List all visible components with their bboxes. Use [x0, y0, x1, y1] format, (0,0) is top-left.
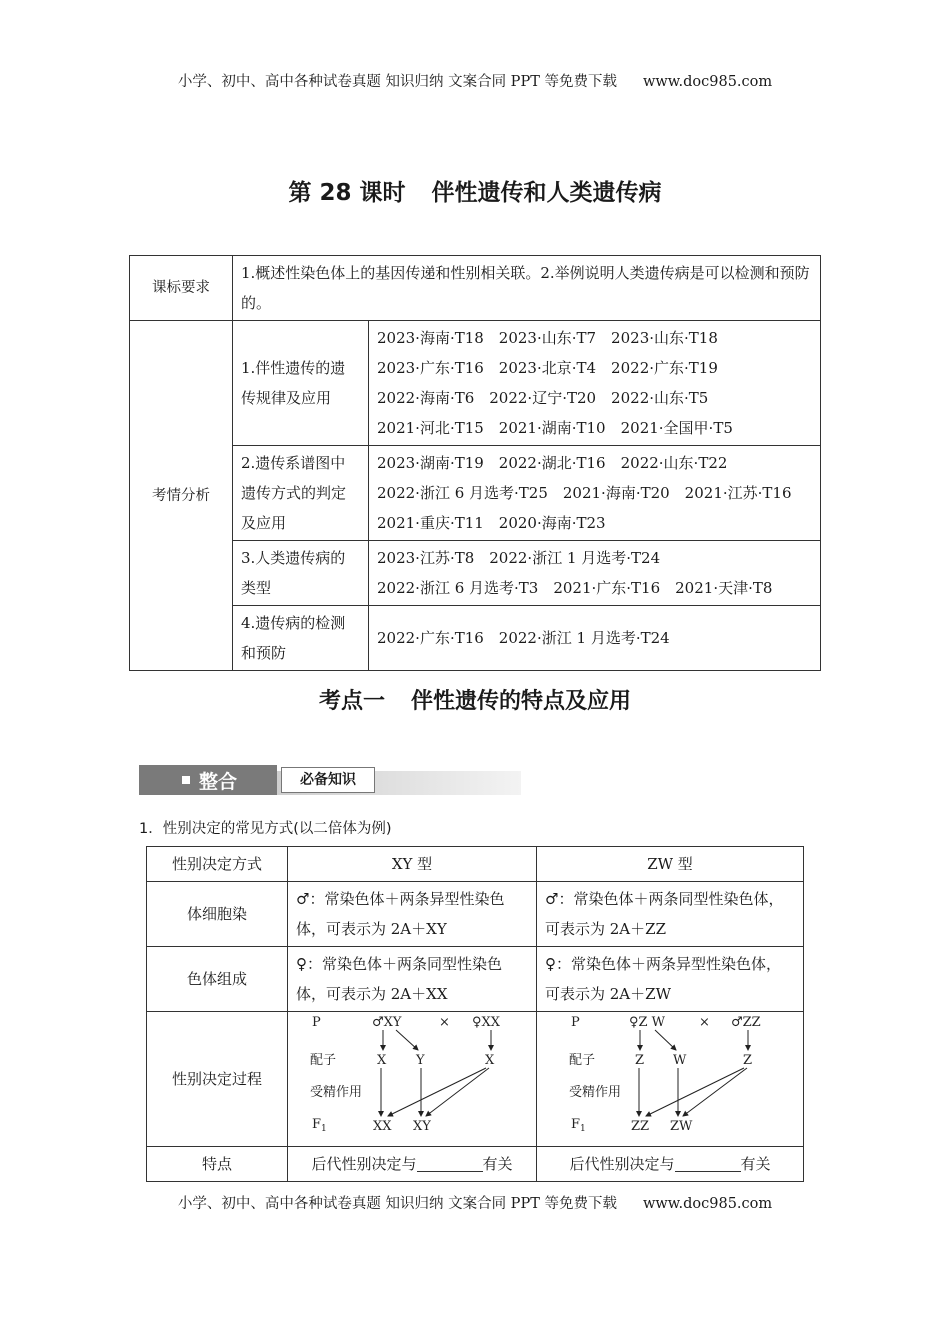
- header-cell: 性别决定方式: [147, 847, 288, 882]
- exam-refs: [369, 606, 821, 671]
- xy-diagram-cell: [288, 1012, 537, 1147]
- square-bullet-icon: [182, 776, 190, 784]
- parent-male: ♂ZZ: [731, 1015, 761, 1030]
- zw-diagram-cell: [537, 1012, 804, 1147]
- zw-male: ♂：常染色体＋两条同型性染色体，可表示为 2A＋ZZ: [537, 882, 804, 947]
- ref-line: 2023·湖南·T19 2022·湖北·T16 2022·山东·T22: [377, 454, 728, 472]
- label-fertilization: 受精作用: [310, 1085, 363, 1100]
- offspring-zw: ZW: [670, 1119, 693, 1134]
- xy-female: ♀：常染色体＋两条同型性染色体，可表示为 2A＋XX: [288, 947, 537, 1012]
- xy-cross-diagram: [288, 1012, 534, 1142]
- xy-male: ♂：常染色体＋两条异型性染色体，可表示为 2A＋XY: [288, 882, 537, 947]
- page-title: [0, 174, 950, 207]
- gamete-z: Z: [635, 1053, 645, 1068]
- header-site: www.doc985.com: [642, 74, 773, 90]
- ref-line: 2022·浙江 6 月选考·T3 2021·广东·T16 2021·天津·T8: [377, 579, 773, 597]
- kaodian-heading: [0, 684, 950, 715]
- exam-refs: [369, 541, 821, 606]
- sex-determination-table: [146, 846, 804, 1182]
- ref-line: 2022·海南·T6 2022·辽宁·T20 2022·山东·T5: [377, 389, 709, 407]
- gamete-x: X: [377, 1053, 387, 1068]
- banner-main: 整合: [199, 771, 238, 793]
- requirement-text: 1.概述性染色体上的基因传递和性别相关联。2.举例说明人类遗传病是可以检测和预防的。: [233, 256, 821, 321]
- ref-line: 2022·浙江 6 月选考·T25 2021·海南·T20 2021·江苏·T16: [377, 484, 792, 502]
- exam-analysis-table: [129, 255, 821, 671]
- footer-site: www.doc985.com: [642, 1196, 773, 1212]
- ref-line: 2023·江苏·T8 2022·浙江 1 月选考·T24: [377, 549, 661, 567]
- banner-sub: 必备知识: [281, 767, 375, 793]
- label-fertilization: 受精作用: [569, 1085, 622, 1100]
- analysis-label: 考情分析: [130, 321, 233, 671]
- row-label: 性别决定过程: [147, 1012, 288, 1147]
- ref-line: 2021·重庆·T11 2020·海南·T23: [377, 514, 606, 532]
- ref-line: 2022·广东·T16 2022·浙江 1 月选考·T24: [377, 629, 670, 647]
- header-zw: ZW 型: [537, 847, 804, 882]
- row-label: 色体组成: [147, 947, 288, 1012]
- cross-symbol: ×: [439, 1015, 450, 1030]
- page-footer: [0, 1192, 950, 1213]
- kaodian-title: 伴性遗传的特点及应用: [411, 689, 632, 714]
- label-f1: $F_1$: [571, 1117, 586, 1134]
- offspring-zz: ZZ: [631, 1119, 650, 1134]
- xy-feature: 后代性别决定与 有关: [288, 1147, 537, 1182]
- offspring-xx: XX: [373, 1119, 392, 1134]
- exam-refs: [369, 321, 821, 446]
- zw-cross-diagram: [537, 1012, 803, 1142]
- requirement-label: 课标要求: [130, 256, 233, 321]
- parent-male: ♂XY: [372, 1015, 402, 1030]
- label-gamete: 配子: [310, 1053, 337, 1068]
- gamete-x2: X: [485, 1053, 495, 1068]
- row-label: 特点: [147, 1147, 288, 1182]
- section-heading: 1．性别决定的常见方式(以二倍体为例): [139, 821, 392, 837]
- offspring-xy: XY: [413, 1119, 431, 1134]
- topic-cell: 4.遗传病的检测和预防: [233, 606, 369, 671]
- row-label: 体细胞染: [147, 882, 288, 947]
- topic-cell: 2.遗传系谱图中遗传方式的判定及应用: [233, 446, 369, 541]
- label-f1: $F_1$: [312, 1117, 327, 1134]
- cross-symbol: ×: [699, 1015, 710, 1030]
- zw-female: ♀：常染色体＋两条异型性染色体，可表示为 2A＋ZW: [537, 947, 804, 1012]
- lesson-number: 第 28 课时: [288, 180, 406, 206]
- ref-line: 2021·河北·T15 2021·湖南·T10 2021·全国甲·T5: [377, 419, 733, 437]
- topic-cell: 1.伴性遗传的遗传规律及应用: [233, 321, 369, 446]
- zw-feature: 后代性别决定与 有关: [537, 1147, 804, 1182]
- page-header: [0, 70, 950, 91]
- ref-line: 2023·海南·T18 2023·山东·T7 2023·山东·T18: [377, 329, 718, 347]
- fill-blank: [417, 1155, 483, 1172]
- kaodian-label: 考点一: [318, 689, 385, 714]
- header-text: 小学、初中、高中各种试卷真题 知识归纳 文案合同 PPT 等免费下载: [177, 74, 617, 90]
- label-p: P: [571, 1015, 580, 1030]
- fill-blank: [675, 1155, 741, 1172]
- parent-female: ♀XX: [472, 1015, 501, 1030]
- ref-line: 2023·广东·T16 2023·北京·T4 2022·广东·T19: [377, 359, 718, 377]
- section-banner: [139, 765, 521, 797]
- label-gamete: 配子: [569, 1053, 596, 1068]
- exam-refs: [369, 446, 821, 541]
- gamete-z2: Z: [743, 1053, 753, 1068]
- topic-cell: 3.人类遗传病的类型: [233, 541, 369, 606]
- label-p: P: [312, 1015, 321, 1030]
- lesson-topic: 伴性遗传和人类遗传病: [431, 180, 662, 206]
- gamete-y: Y: [416, 1053, 425, 1068]
- gamete-w: W: [673, 1053, 687, 1068]
- header-xy: XY 型: [288, 847, 537, 882]
- parent-female: ♀Z W: [629, 1015, 666, 1030]
- footer-text: 小学、初中、高中各种试卷真题 知识归纳 文案合同 PPT 等免费下载: [177, 1196, 617, 1212]
